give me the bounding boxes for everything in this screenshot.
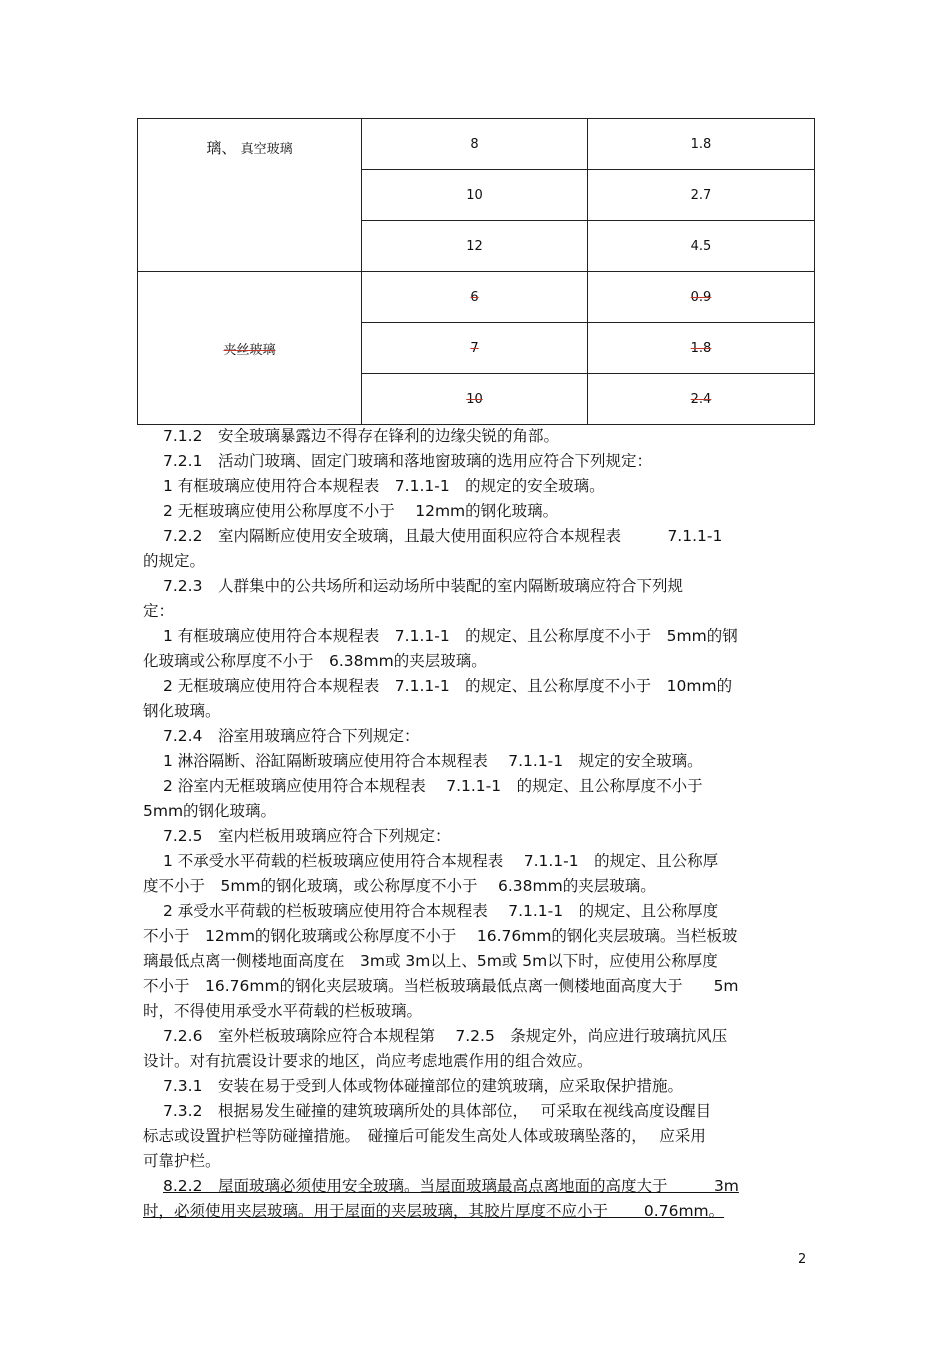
clause-item: 1 淋浴隔断、浴缸隔断玻璃应使用符合本规程表 7.1.1-1 规定的安全玻璃。 (163, 752, 703, 770)
glass-spec-table (137, 118, 815, 425)
clause-7-2-2: 7.2.2 室内隔断应使用安全玻璃，且最大使用面积应符合本规程表 7.1.1-1 (163, 527, 723, 545)
table-row (138, 119, 815, 170)
max-area-cell: 4.5 (588, 221, 815, 272)
clause-item: 2 无框玻璃应使用符合本规程表 7.1.1-1 的规定、且公称厚度不小于 10mm的 (163, 677, 733, 695)
clause-continuation: 时，必须使用夹层玻璃。用于屋面的夹层玻璃，其胶片厚度不应小于 0.76mm。 (143, 1202, 725, 1220)
clause-continuation: 5mm的钢化玻璃。 (143, 802, 277, 820)
table-row (138, 272, 815, 323)
thickness-cell (362, 272, 588, 323)
clause-continuation: 可靠护栏。 (143, 1152, 221, 1170)
glass-type-label: 夹丝玻璃 (223, 342, 276, 358)
clause-7-2-3: 7.2.3 人群集中的公共场所和运动场所中装配的室内隔断玻璃应符合下列规 (163, 577, 683, 595)
clause-item: 1 有框玻璃应使用符合本规程表 7.1.1-1 的规定、且公称厚度不小于 5mm的钢 (163, 627, 738, 645)
clause-7-2-1: 7.2.1 活动门玻璃、固定门玻璃和落地窗玻璃的选用应符合下列规定： (163, 452, 652, 470)
max-area-cell: 1.8 (588, 119, 815, 170)
clause-7-2-4: 7.2.4 浴室用玻璃应符合下列规定： (163, 727, 420, 745)
clause-continuation: 璃最低点离一侧楼地面高度在 3m或 3m以上、5m或 5m以下时，应使用公称厚度 (143, 952, 718, 970)
glass-type-cell (138, 119, 362, 272)
glass-type-prefix: 璃、 (206, 139, 237, 157)
thickness-cell (362, 323, 588, 374)
thickness-value: 6 (470, 289, 479, 305)
max-area-cell (588, 323, 815, 374)
clause-7-1-2: 7.1.2 安全玻璃暴露边不得存在锋利的边缘尖锐的角部。 (163, 427, 559, 445)
clause-continuation: 不小于 16.76mm的钢化夹层玻璃。当栏板玻璃最低点离一侧楼地面高度大于 5m (143, 977, 739, 995)
max-area-value: 2.4 (690, 391, 712, 407)
max-area-value: 0.9 (690, 289, 712, 305)
max-area-cell (588, 374, 815, 425)
clause-7-2-6: 7.2.6 室外栏板玻璃除应符合本规程第 7.2.5 条规定外，尚应进行玻璃抗风压 (163, 1027, 728, 1045)
clause-item: 1 不承受水平荷载的栏板玻璃应使用符合本规程表 7.1.1-1 的规定、且公称厚 (163, 852, 719, 870)
max-area-cell: 2.7 (588, 170, 815, 221)
clause-7-2-5: 7.2.5 室内栏板用玻璃应符合下列规定： (163, 827, 451, 845)
clause-continuation: 的规定。 (143, 552, 206, 570)
thickness-cell (362, 374, 588, 425)
page-number: 2 (798, 1252, 807, 1267)
glass-type-cell (138, 272, 362, 425)
clause-item: 2 无框玻璃应使用公称厚度不小于 12mm的钢化玻璃。 (163, 502, 559, 520)
clause-item: 2 浴室内无框玻璃应使用符合本规程表 7.1.1-1 的规定、且公称厚度不小于 (163, 777, 703, 795)
clause-continuation: 时，不得使用承受水平荷载的栏板玻璃。 (143, 1002, 423, 1020)
thickness-cell: 8 (362, 119, 588, 170)
clause-item: 1 有框玻璃应使用符合本规程表 7.1.1-1 的规定的安全玻璃。 (163, 477, 605, 495)
clause-continuation: 不小于 12mm的钢化玻璃或公称厚度不小于 16.76mm的钢化夹层玻璃。当栏板玻 (143, 927, 738, 945)
max-area-cell (588, 272, 815, 323)
clause-continuation: 化玻璃或公称厚度不小于 6.38mm的夹层玻璃。 (143, 652, 487, 670)
clause-continuation: 度不小于 5mm的钢化玻璃，或公称厚度不小于 6.38mm的夹层玻璃。 (143, 877, 656, 895)
glass-type-label: 真空玻璃 (240, 142, 293, 157)
clause-continuation: 标志或设置护栏等防碰撞措施。 碰撞后可能发生高处人体或玻璃坠落的， 应采用 (143, 1127, 706, 1145)
clause-7-3-1: 7.3.1 安装在易于受到人体或物体碰撞部位的建筑玻璃，应采取保护措施。 (163, 1077, 683, 1095)
clause-continuation: 设计。对有抗震设计要求的地区，尚应考虑地震作用的组合效应。 (143, 1052, 593, 1070)
clause-8-2-2: 8.2.2 屋面玻璃必须使用安全玻璃。当屋面玻璃最高点离地面的高度大于 3m (163, 1177, 739, 1195)
clause-continuation: 定： (143, 602, 175, 620)
thickness-cell: 10 (362, 170, 588, 221)
clause-7-3-2: 7.3.2 根据易发生碰撞的建筑玻璃所处的具体部位， 可采取在视线高度设醒目 (163, 1102, 712, 1120)
thickness-cell: 12 (362, 221, 588, 272)
clause-item: 2 承受水平荷载的栏板玻璃应使用符合本规程表 7.1.1-1 的规定、且公称厚度 (163, 902, 719, 920)
thickness-value: 7 (470, 340, 479, 356)
clause-continuation: 钢化玻璃。 (143, 702, 221, 720)
thickness-value: 10 (466, 391, 483, 407)
max-area-value: 1.8 (690, 340, 712, 356)
